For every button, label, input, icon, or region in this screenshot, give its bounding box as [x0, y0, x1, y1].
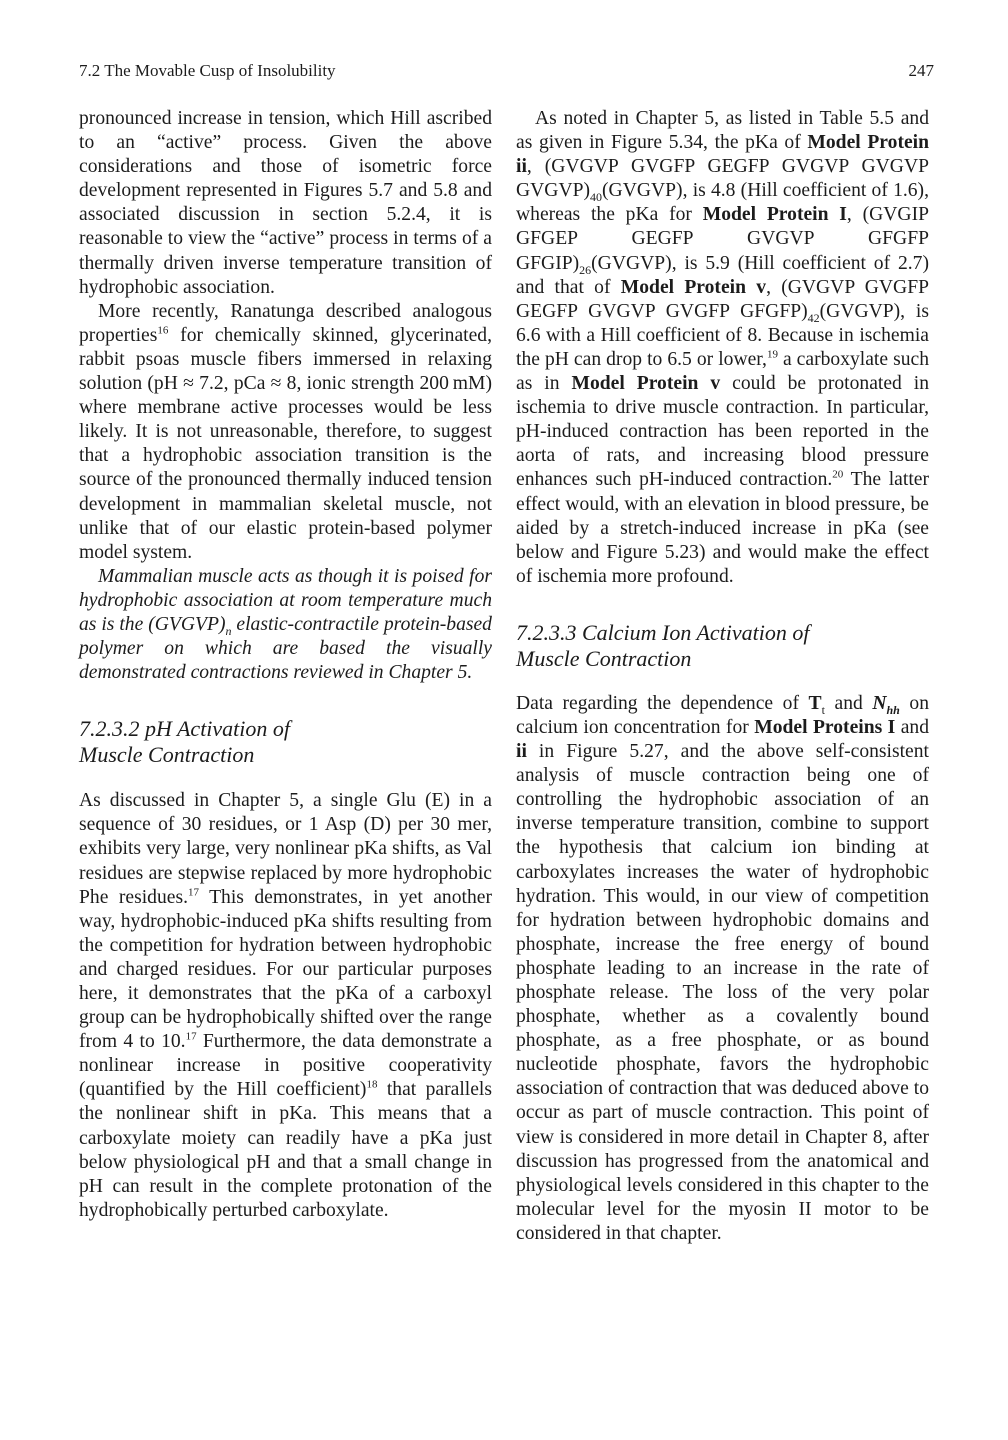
model-protein-name: Model Protein I	[702, 204, 847, 226]
section-heading: 7.2.3.3 Calcium Ion Activation of Muscle Contraction	[516, 619, 810, 671]
left-column	[79, 107, 492, 1223]
model-protein-name: Model Protein v	[571, 373, 721, 395]
paragraph: As discussed in Chapter 5, a single Glu (E) in a sequence of 30 residues, or 1 Asp (D) per 30 mer, exhibits very large, very nonlinear pKa shifts, as Val residues are stepwise replaced by more hydrophobic Phe residues.$^{17}$ This demonstrates, in yet another way, hydrophobic-induced pKa shifts resulting from the competition for hydration between hydrophobic and charged residues. For our particular purposes here, it demonstrates that the pKa of a carboxyl group can be hydrophobically shifted over the range from 4 to 10.17 Furthermore, the data demonstrate a nonlinear increase in positive cooperativity (quantified by the Hill coefficient)$^{18}$ that parallels the nonlinear shift in pKa. This means that a carboxylate moiety can readily have a pKa just below physiological pH and that a small change in pH can result in the complete protonation of the hydrophobically perturbed carboxylate.	[79, 790, 492, 1221]
section-title: 7.2 The Movable Cusp of Insolubility	[79, 61, 336, 80]
reference-marker: 17	[187, 886, 199, 899]
reference-marker: 19	[766, 348, 778, 361]
page-number: 247	[908, 61, 934, 80]
reference-marker: 20	[832, 468, 844, 481]
paragraph: pronounced increase in tension, which Hill ascribed to an “active” process. Given the above considerations and those of isometric force development represented in Figures 5.7 and 5.8 and associated discussion in section 5.2.4, it is reasonable to view the “active” process in terms of a thermally driven inverse temperature transition of hydrophobic association.	[79, 108, 492, 298]
italic-paragraph: Mammalian muscle acts as though it is poised for hydrophobic association at room temperature much as is the $(GVGVP)_n$ elastic-contractile protein-based polymer on which are based the visually demonstrated contractions reviewed in Chapter 5.	[79, 565, 492, 684]
paragraph: As noted in Chapter 5, as listed in Table 5.5 and as given in Figure 5.34, the pKa of Model Protein ii, (GVGVP GVGFP GEGFP GVGVP GVGVP $GVGVP)_{40}(GVGVP)$, is 4.8 (Hill coefficient of 1.6), whereas the pKa for Model Protein I, (GVGIP GFGEP GEGFP GVGVP GFGFP $GFGIP)_{26}(GVGVP)$, is 5.9 (Hill coefficient of 2.7) and that of Model Protein v, (GVGVP GVGFP GEGFP GVGVP GVGFP $GFGFP)_{42}(GVGVP)$, is 6.6 with a Hill coefficient of 8. Because in ischemia the pH can drop to 6.5 or lower,$^{19}$ a carboxylate such as in Model Protein v could be protonated in ischemia to drive muscle contraction. In particular, pH-induced contraction has been reported in the aorta of rats, and increasing blood pressure enhances such pH-induced contraction.$^{20}$ The latter effect would, with an elevation in blood pressure, be aided by a stretch-induced increase in pKa (see below and Figure 5.23) and would make the effect of ischemia more profound.	[516, 108, 930, 587]
model-protein-name: Model Protein ii	[516, 132, 930, 178]
right-column	[516, 107, 929, 1246]
paragraph: Data regarding the dependence of $T_t$ and $N_{hh}$ on calcium ion concentration for Model Proteins I and ii in Figure 5.27, and the above self-consistent analysis of muscle contraction being one of controlling the hydrophobic association of an inverse temperature transition, combine to support the hypothesis that calcium ion binding at carboxylates increases the water of hydrophobic hydration. This would, in our view of competition for hydration between hydrophobic domains and phosphate, increase the free energy of bound phosphate leading to an increase in the rate of phosphate release. The loss of the very polar phosphate, whether as a covalently bound phosphate, as a free phosphate, or as bound nucleotide phosphate, favors the hydrophobic association of contraction that was deduced above to occur as part of muscle contraction. This point of view is considered in more detail in Chapter 8, after discussion has progressed from the anatomical and physiological levels considered in this chapter to the molecular level for the myosin II motor to be considered in that chapter.	[516, 692, 930, 1244]
model-protein-name: Model Proteins I	[754, 716, 896, 738]
reference-marker: 18	[366, 1078, 378, 1091]
paragraph: More recently, Ranatunga described analogous properties$^{16}$ for chemically skinned, glycerinated, rabbit psoas muscle fibers immersed in relaxing solution (pH ≈ 7.2, pCa ≈ 8, ionic strength 200 mM) where membrane active processes would be less likely. It is not unreasonable, therefore, to suggest that a hydrophobic association transition is the source of the pronounced thermally induced tension development in mammalian skeletal muscle, not unlike that of our elastic protein-based polymer model system.	[79, 300, 492, 563]
model-protein-name: Model Protein v	[620, 276, 767, 298]
reference-marker: 17	[185, 1030, 197, 1043]
section-heading: 7.2.3.2 pH Activation of Muscle Contraction	[79, 716, 291, 768]
reference-marker: 16	[157, 324, 169, 337]
